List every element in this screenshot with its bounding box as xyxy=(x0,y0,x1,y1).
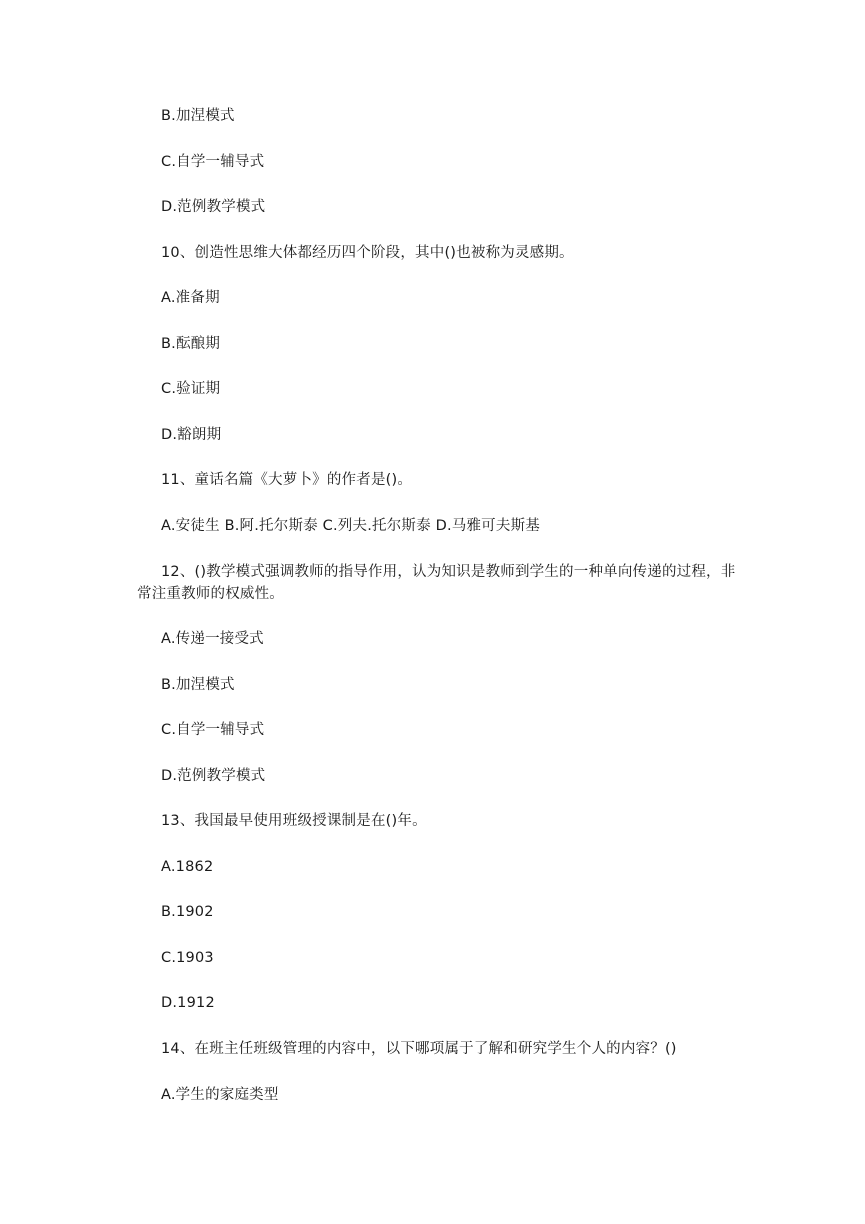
question-12: 12、()教学模式强调教师的指导作用，认为知识是教师到学生的一种单向传递的过程，非常注重教师的权威性。 xyxy=(137,564,736,602)
q13-option-a: A.1862 xyxy=(161,859,214,875)
q13-option-d: D.1912 xyxy=(161,995,215,1011)
q12-option-a: A.传递一接受式 xyxy=(161,631,264,647)
question-13: 13、我国最早使用班级授课制是在()年。 xyxy=(161,813,427,829)
q9-option-c: C.自学一辅导式 xyxy=(161,154,265,170)
q13-option-b: B.1902 xyxy=(161,904,214,920)
q12-option-d: D.范例教学模式 xyxy=(161,768,266,784)
question-14: 14、在班主任班级管理的内容中，以下哪项属于了解和研究学生个人的内容？() xyxy=(161,1041,677,1057)
q10-option-a: A.准备期 xyxy=(161,290,220,306)
q12-option-c: C.自学一辅导式 xyxy=(161,722,265,738)
q9-option-b: B.加涅模式 xyxy=(161,108,235,124)
q10-option-d: D.豁朗期 xyxy=(161,427,222,443)
q10-option-c: C.验证期 xyxy=(161,381,221,397)
question-10: 10、创造性思维大体都经历四个阶段，其中()也被称为灵感期。 xyxy=(161,245,574,261)
q11-options: A.安徒生 B.阿.托尔斯泰 C.列夫.托尔斯泰 D.马雅可夫斯基 xyxy=(161,518,540,534)
q9-option-d: D.范例教学模式 xyxy=(161,199,266,215)
question-11: 11、童话名篇《大萝卜》的作者是()。 xyxy=(161,472,413,488)
q12-option-b: B.加涅模式 xyxy=(161,677,235,693)
q14-option-a: A.学生的家庭类型 xyxy=(161,1087,279,1103)
q10-option-b: B.酝酿期 xyxy=(161,336,221,352)
q13-option-c: C.1903 xyxy=(161,950,214,966)
